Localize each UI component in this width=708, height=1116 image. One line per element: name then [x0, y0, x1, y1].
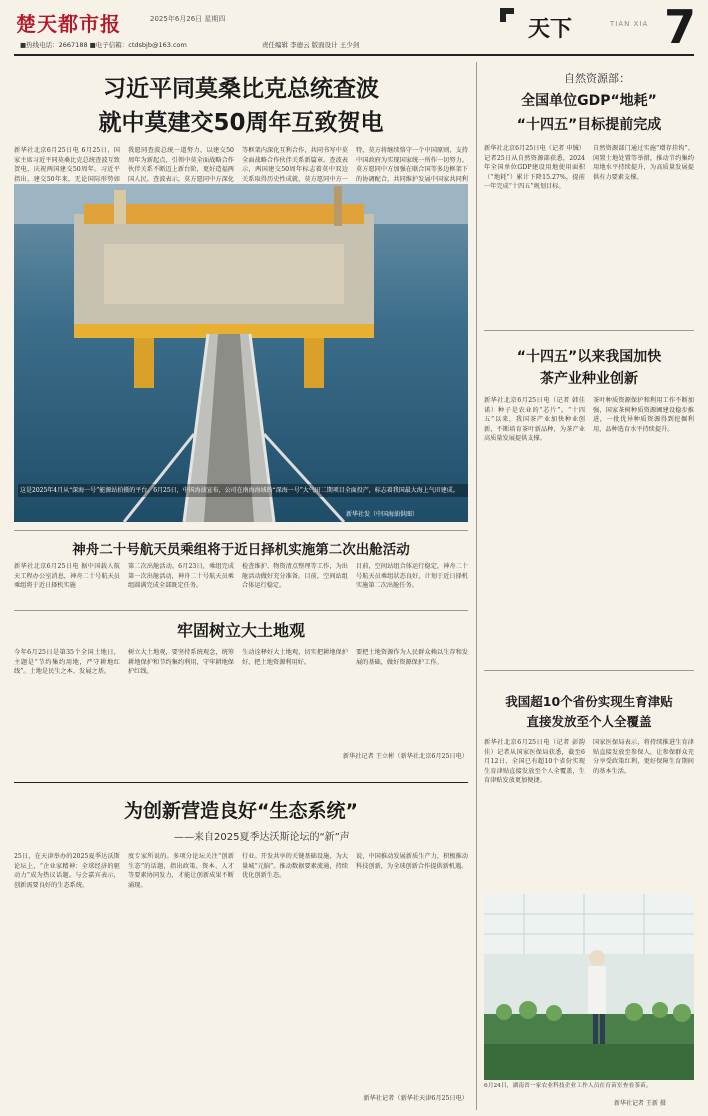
kicker: 自然资源部：: [564, 72, 630, 85]
story-body-col-1: 新华社北京6月25日电（记者 韩佳诺）种子是农业的“芯片”。“十四五”以来，我国茶产业加快种业创新，不断培育茶叶新品种，为茶产业高质量发展提供支撑。: [484, 397, 585, 443]
newspaper-logo: 楚天都市报: [16, 12, 121, 36]
story-credit: 新华社记者 王立彬（新华社北京6月25日电）: [342, 753, 468, 760]
story-body-col-2: 自然资源部门通过实施“增存挂钩”、闲置土地处置等举措，推动节约集约用地水平持续提升，为高质量发展提供有力要素支撑。: [593, 145, 694, 181]
story-body-col-1: 新华社北京6月25日电 6月25日，国家主席习近平同莫桑比克总统查波互致贺电，庆祝两国建交50周年。习近平指出，建交50年来，无论国际形势如: [14, 147, 120, 183]
story-body-col-1: 25日，在天津举办的2025夏季达沃斯论坛上，“企业家精神：全球经济的驱动力”成为热议话题。与会嘉宾表示，创新需要良好的生态系统。: [14, 853, 120, 889]
headline: 神舟二十号航天员乘组将于近日择机实施第二次出舱活动: [72, 542, 410, 558]
editor-line: 责任编辑 李德云 版面设计 王少剑: [262, 41, 360, 49]
photo-caption: 这是2025年4月从“深海一号”能源站拍摄的平台。6月25日，中国海油宣布，公司在南海海域的“深海一号”大气田二期项目全面投产，标志着我国最大海上气田建成。: [18, 484, 468, 497]
headline-line-2: 直接发放至个人全覆盖: [526, 714, 652, 729]
section-pinyin: TIAN XIA: [610, 20, 649, 28]
contact-line: ■热线电话：2667188 ■电子信箱：ctdsbjb@163.com: [20, 41, 187, 49]
section-corner-icon: [500, 8, 514, 22]
story-innovation-ecosystem: [14, 782, 468, 1108]
story-body-col-2: 度专家所说的。多项分论坛关注“创新生态”的话题，指出政策、资本、人才等要素协同发力，才能让创新成果不断涌现。: [128, 853, 234, 889]
headline-line-1: 我国超10个省份实现生育津贴: [505, 694, 673, 709]
section-name: 天下: [528, 17, 573, 42]
subheadline: ——来自2025夏季达沃斯论坛的“新”声: [174, 832, 350, 843]
headline: 为创新营造良好“生态系统”: [124, 800, 358, 822]
greenhouse-illustration: [484, 894, 694, 1080]
story-body-col-4: 目前，空间站组合体运行稳定，神舟二十号航天员乘组状态良好，计划于近日择机实施第二次出舱任务。: [356, 563, 468, 590]
story-body-col-2: 国家医保局表示，将持续推进生育津贴直接发放至参保人，让参保群众充分享受政策红利，更好保障生育期间的基本生活。: [593, 739, 694, 775]
story-body-col-1: 新华社北京6月25日电（记者 申铖）记者25日从自然资源部获悉，2024年全国单位GDP建设用地使用面积（“地耗”）累计下降15.27%，提前一年完成“十四五”规划目标。: [484, 145, 585, 191]
offshore-platform-illustration: [14, 184, 468, 522]
photo-caption: 6月24日，湖南省一家农业科技企业工作人员在育苗室查看茶苗。: [484, 1083, 652, 1089]
story-body-col-1: 新华社北京6月25日电 据中国载人航天工程办公室消息，神舟二十号航天员乘组将于近日择机实施: [14, 563, 120, 590]
headline-line-1: 习近平同莫桑比克总统查波: [103, 76, 379, 102]
story-body-col-3: 检查维护、物资清点整理等工作，为出舱活动做好充分准备。目前，空间站组合体运行稳定。: [242, 563, 348, 590]
story-xi-mozambique: [14, 66, 468, 183]
story-body-col-2: 我愿同查波总统一道努力，以建交50周年为新起点，引领中莫全面战略合作伙伴关系不断迈上新台阶，更好造福两国人民。查波表示，莫方愿同中方深化: [128, 147, 234, 183]
story-shenzhou: [14, 530, 468, 600]
issue-date: 2025年6月26日 星期四: [150, 15, 226, 23]
headline: 牢固树立大土地观: [176, 621, 305, 640]
story-body-col-2: 树立大土地观，要坚持系统观念，统筹耕地保护和节约集约利用，守牢耕地保护红线。: [128, 649, 234, 676]
masthead-rule: [14, 54, 694, 56]
story-body-col-4: 要把土地资源作为人民群众赖以生存和发展的基础，做好资源保护工作。: [356, 649, 468, 666]
story-body-col-2: 茶叶种质资源保护和利用工作不断加强，国家茶树种质资源圃建设稳步推进，一批优异种质资源得到挖掘利用，品种选育水平持续提升。: [593, 397, 694, 433]
headline-line-2: 就中莫建交50周年互致贺电: [98, 110, 384, 136]
masthead: [0, 0, 708, 58]
headline-line-1: 全国单位GDP“地耗”: [521, 93, 657, 109]
photo-credit: 新华社记者 王新 摄: [614, 1100, 666, 1107]
story-land-gdp: [484, 66, 694, 318]
story-credit: 新华社记者（新华社天津6月25日电）: [363, 1095, 468, 1102]
headline-line-2: 茶产业种业创新: [540, 371, 638, 387]
page-number: 7: [664, 0, 697, 54]
story-body-col-2: 第二次出舱活动。6月23日，乘组完成第一次出舱活动，神舟二十号航天员乘组圆满完成全部既定任务。: [128, 563, 234, 590]
story-body-col-4: 特，莫方将继续恪守一个中国原则，支持中国政府为实现国家统一所作一切努力。莫方愿同中方加强在联合国等多边框架下的协调配合，共同维护发展中国家共同利: [356, 147, 468, 183]
story-body-col-4: 说，中国推动发展新质生产力，积极推动科技创新，为全球创新合作提供新机遇。: [356, 853, 468, 870]
story-body-col-1: 今年6月25日是第35个全国土地日，主题是“节约集约用地，严守耕地红线”。土地是民生之本、发展之基。: [14, 649, 120, 676]
tea-seedling-photo: [484, 894, 694, 1080]
story-body-col-3: 等框架内深化互利合作，共同书写中莫全面战略合作伙伴关系新篇章。查波表示，两国建交50周年标志着莫中双边关系取得历史性成就，莫方愿同中方一: [242, 147, 348, 183]
column-divider: [476, 62, 477, 1110]
story-land-view: [14, 610, 468, 770]
photo-credit: 新华社发（中国海油供图）: [346, 511, 419, 518]
story-body-col-3: 行业。开发共享的关键基础设施，为大量城“元脑”。推动数据要素流通，持续优化创新生态。: [242, 853, 348, 880]
story-body-col-3: 生动诠释好大土地观，切实把耕地保护好、把土地资源利用好。: [242, 649, 348, 666]
headline-line-1: “十四五”以来我国加快: [516, 349, 662, 365]
headline-line-2: “十四五”目标提前完成: [516, 117, 662, 133]
offshore-platform-photo: [14, 184, 468, 522]
story-maternity-allowance: [484, 670, 694, 1110]
story-tea-seed: [484, 330, 694, 660]
story-body-col-1: 新华社北京6月25日电（记者 彭韵佳）记者从国家医保局获悉，截至6月12日，全国已有超10个省份实现生育津贴直接发放至个人全覆盖，生育津贴发放更加便捷。: [484, 739, 585, 785]
